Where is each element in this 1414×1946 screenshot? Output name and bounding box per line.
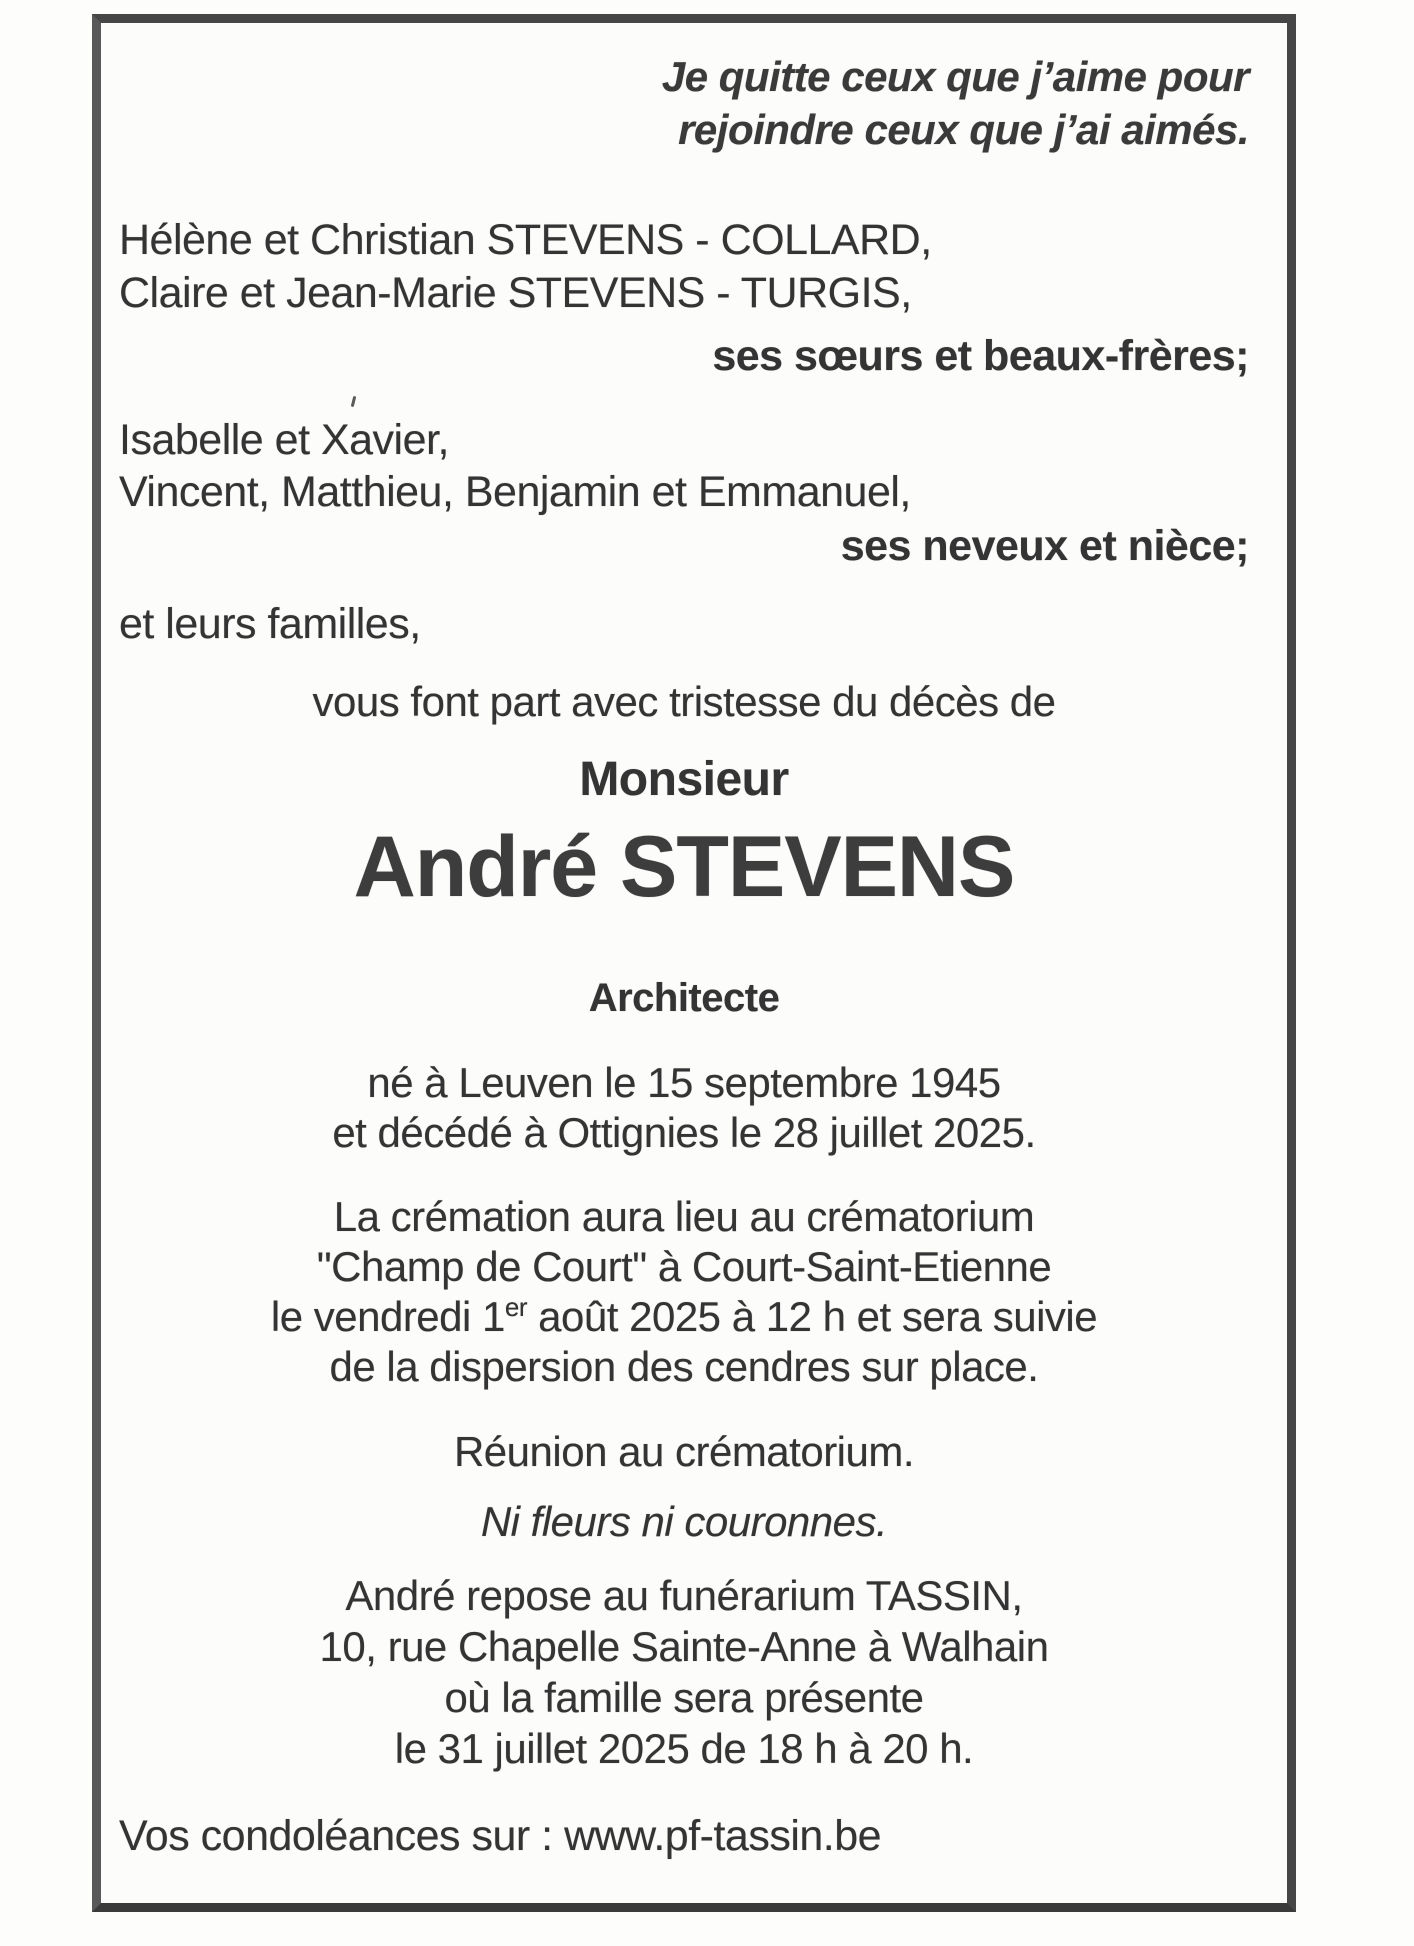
birth-death-block (119, 1058, 1249, 1158)
repose-line-1: André repose au funérarium TASSIN, (345, 1572, 1023, 1619)
condolences-url: www.pf-tassin.be (564, 1812, 882, 1860)
cremation-line-4: de la dispersion des cendres sur place. (329, 1343, 1039, 1390)
family-group-nephews (119, 414, 1249, 518)
cremation-line-3 (119, 1292, 1249, 1342)
repose-line-2: 10, rue Chapelle Sainte-Anne à Walhain (319, 1623, 1049, 1670)
announcement-line: vous font part avec tristesse du décès de (312, 678, 1056, 725)
families-line: et leurs familles, (119, 600, 421, 648)
epigraph (119, 50, 1249, 156)
epigraph-line-1: Je quitte ceux que j’aime pour (661, 53, 1249, 100)
relation-sisters-label: ses sœurs et beaux-frères; (712, 332, 1249, 380)
deceased-profession: Architecte (588, 976, 780, 1020)
repose-line-3: où la famille sera présente (444, 1674, 924, 1721)
family-line-1: Hélène et Christian STEVENS - COLLARD, (119, 216, 932, 264)
cremation-line-1: La crémation aura lieu au crématorium (333, 1193, 1035, 1240)
repose-block (119, 1570, 1249, 1774)
deceased-name: André STEVENS (353, 819, 1015, 915)
deceased-title: Monsieur (579, 753, 789, 806)
cremation-line-3-post: août 2025 à 12 h et sera suivie (527, 1293, 1098, 1340)
cremation-line-3-pre: le vendredi 1 (270, 1293, 505, 1340)
condolences-line (119, 1812, 1249, 1861)
birth-line: né à Leuven le 15 septembre 1945 (367, 1059, 1001, 1106)
no-flowers-line: Ni fleurs ni couronnes. (480, 1498, 888, 1545)
family-group-sisters (119, 214, 1249, 320)
family-line-4: Vincent, Matthieu, Benjamin et Emmanuel, (119, 468, 911, 516)
relation-nephews-label: ses neveux et nièce; (840, 522, 1249, 570)
family-line-2: Claire et Jean-Marie STEVENS - TURGIS, (119, 269, 912, 317)
cremation-line-2: "Champ de Court" à Court-Saint-Etienne (316, 1243, 1052, 1290)
epigraph-line-2: rejoindre ceux que j’ai aimés. (678, 106, 1249, 153)
condolences-label: Vos condoléances sur : (119, 1812, 565, 1860)
cremation-ordinal-superscript: er (504, 1292, 528, 1322)
cremation-block (119, 1192, 1249, 1392)
repose-line-4: le 31 juillet 2025 de 18 h à 20 h. (394, 1725, 974, 1772)
family-line-3: Isabelle et Xavier, (119, 416, 449, 464)
reunion-line: Réunion au crématorium. (453, 1428, 915, 1475)
death-line: et décédé à Ottignies le 28 juillet 2025. (332, 1109, 1036, 1156)
